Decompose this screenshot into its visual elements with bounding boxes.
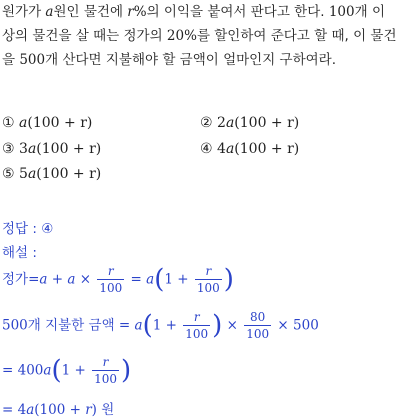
option-5[interactable]: ⑤ 5a(100 + r) (2, 166, 102, 182)
option-3[interactable]: ③ 3a(100 + r) (2, 141, 102, 157)
option-4[interactable]: ④ 4a(100 + r) (200, 141, 300, 157)
step-3-equation: = 400a(1 + $\frac{r}{100}$ ) (2, 355, 132, 386)
explanation-label: 해설 : (2, 245, 37, 261)
step-2-equation: 500개 지불한 금액 = a(1 + $\frac{r}{100}$ ) × $\frac{80}{100}$ × 500 (2, 310, 319, 341)
answer-line: 정답 : ④ (2, 221, 54, 237)
option-1[interactable]: ① a(100 + r) (2, 115, 93, 131)
question-text: 원가가 a원인 물건에 r%의 이익을 붙여서 판다고 한다. 100개 이상의 물건을 살 때는 정가의 20%를 할인하여 준다고 할 때, 이 물건을 500개 산다면 지불해야 할 금액이 얼마인지 구하여라. (2, 4, 397, 68)
option-2[interactable]: ② 2a(100 + r) (200, 115, 300, 131)
step-4-equation: = 4a(100 + r) 원 (2, 402, 115, 418)
step-1-equation: 정가=a + a × $\frac{r}{100}$ = a(1 + $\frac{r}{100}$ ) (2, 264, 234, 295)
